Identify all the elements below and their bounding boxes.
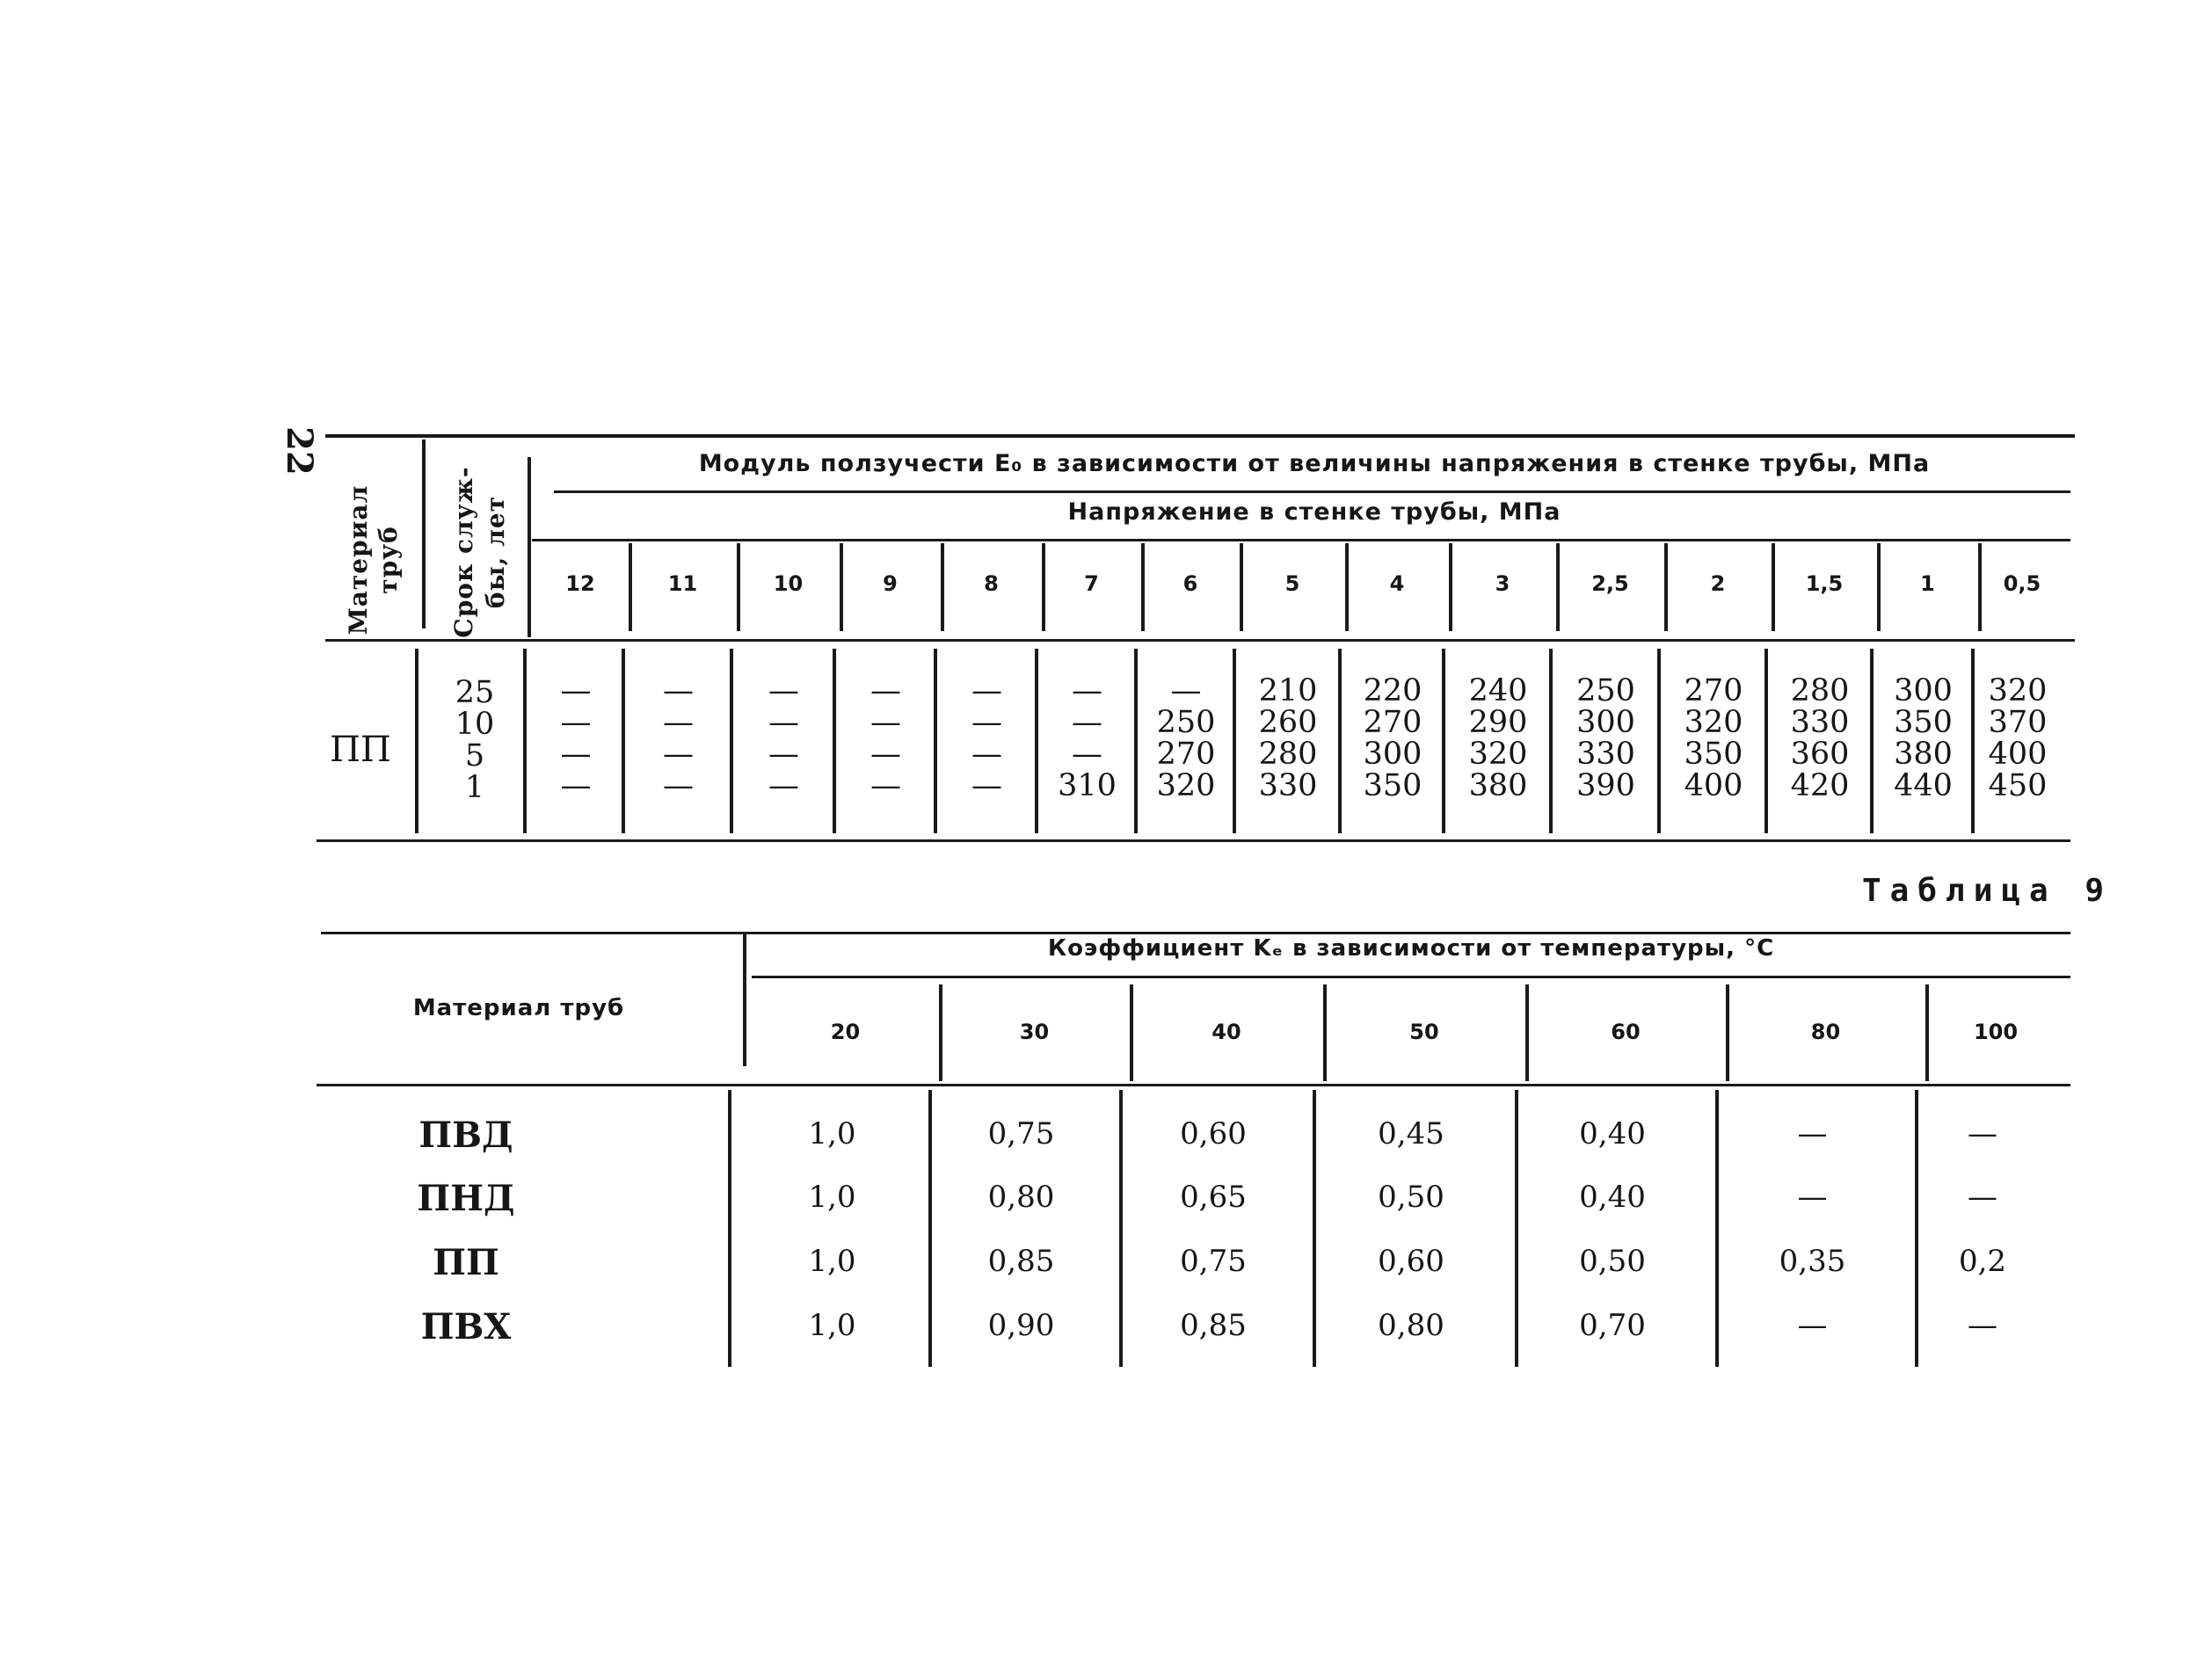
table8-value: — [768,705,799,740]
table8-value: 300 [1576,705,1635,740]
table8-value: 220 [1363,673,1423,708]
table8-value: — [560,737,592,772]
table8-value: — [560,705,592,740]
table8-value-column [732,675,835,802]
table9-column-header: 80 [1810,1020,1841,1044]
table8-value: — [1170,673,1202,708]
service-life-value: 5 [464,738,485,774]
table8-material: ПП [330,730,391,770]
table8-value-column [624,675,732,802]
table8-column-header: 2 [1710,571,1726,596]
table9-value: — [1968,1308,1997,1343]
table8-value: 210 [1258,673,1318,708]
table8-column-header: 8 [984,571,999,596]
table9-value: 1,0 [808,1116,856,1151]
table8-value: 310 [1058,768,1117,803]
table8-column-header: 12 [565,571,595,596]
table9-column-header: 100 [1973,1020,2019,1044]
table9-value: 0,90 [987,1308,1055,1343]
table9-value: — [1797,1116,1828,1151]
table8-service-life [440,677,510,803]
table8-header-main: Модуль ползучести E₀ в зависимости от величины напряжения в стенке трубы, МПа [698,450,1931,477]
table8-value: — [768,768,799,803]
table9-value: 0,65 [1180,1180,1247,1215]
table8-column-header: 6 [1182,571,1198,596]
table8-value: 450 [1988,768,2048,803]
table8-column-header: 0,5 [2003,571,2041,596]
table8-vrule-life [528,457,531,637]
table8-value-column [1444,675,1552,802]
table8-value: 350 [1363,768,1423,803]
table9-value: 0,50 [1579,1244,1646,1279]
table8-value: 320 [1468,737,1528,772]
table8-value: 440 [1894,768,1953,803]
table9-value: 1,0 [808,1244,856,1279]
table8-top-rule [325,434,2075,438]
table8-column-header: 4 [1389,571,1405,596]
table9-value: 0,35 [1779,1244,1846,1279]
table8-header-rule-1 [554,490,2070,493]
table9-value: 1,0 [808,1180,856,1215]
table9-value: — [1797,1180,1828,1215]
table8-value: 350 [1684,737,1743,772]
table9-header-material: Материал труб [412,995,625,1021]
table8-value-column [936,675,1037,802]
table8-column-header: 9 [883,571,898,596]
table8-column-header: 1,5 [1805,571,1844,596]
table8-value: — [971,673,1002,708]
table8-value: 360 [1790,737,1850,772]
table9-body-rule-material [728,1090,731,1367]
table9-column-header: 60 [1611,1020,1641,1044]
table9-column-header: 30 [1019,1020,1050,1044]
table8-value-column [1341,675,1444,802]
table8-column-header: 2,5 [1591,571,1629,596]
table8-value: — [870,705,901,740]
table8-value: 380 [1894,737,1953,772]
table8-header-service-life: Срок служ-бы, лет [449,466,510,638]
table8-bottom-rule [317,839,2070,842]
table8-value: 320 [1988,673,2048,708]
table8-value: 400 [1684,768,1743,803]
table8-value: 250 [1156,705,1216,740]
table8-value: 280 [1258,737,1318,772]
table9-value: 0,40 [1579,1116,1646,1151]
table8-value: 320 [1684,705,1743,740]
table9-column-header: 20 [830,1020,861,1044]
table9-value: 0,85 [987,1244,1055,1279]
table9-value: 0,70 [1579,1308,1646,1343]
table8-value: 380 [1468,768,1528,803]
table8-header-material: Материал труб [344,484,403,636]
table8-value: 270 [1156,737,1216,772]
table9-value: 0,85 [1180,1308,1247,1343]
table8-value: — [870,673,901,708]
table9-column-header: 40 [1212,1020,1241,1044]
table8-value: — [1072,673,1102,708]
table9-label: Таблица 9 [1862,873,2114,909]
table8-value-column [1660,675,1767,802]
table8-value-column [1037,675,1137,802]
table9-vrule-material [743,934,746,1066]
table8-header-rule-2 [532,539,2070,541]
table8-value: 420 [1790,768,1850,803]
table9-value: 0,50 [1378,1180,1444,1215]
table8-body-vrule-material [415,649,418,833]
table8-value: — [768,737,799,772]
table8-value: 290 [1468,705,1528,740]
table8-value-column [1235,675,1341,802]
page-number: 22 [279,426,320,476]
table9-value: 0,40 [1579,1180,1646,1215]
table8-value: 350 [1894,705,1953,740]
table8-value: — [971,705,1002,740]
table8-value: 390 [1576,768,1635,803]
table8-column-header: 10 [773,571,804,596]
service-life-value: 10 [455,707,495,742]
table8-column-header: 1 [1920,571,1935,596]
table9-top-rule [321,932,2070,934]
table8-value-column [1552,675,1660,802]
table8-value: 330 [1790,705,1850,740]
table8-value: — [768,673,799,708]
table9-material: ПНД [417,1178,515,1219]
table9-header-main: Коэффициент Kₑ в зависимости от температуры, °С [1047,935,1775,962]
table9-material: ПП [433,1242,499,1283]
table8-column-header: 3 [1495,571,1510,596]
table8-value: 250 [1576,673,1635,708]
table8-column-header: 5 [1284,571,1300,596]
table8-value: 330 [1576,737,1635,772]
table9-value: — [1968,1180,1997,1215]
table9-value: 0,60 [1180,1116,1247,1151]
table8-value-column [1767,675,1873,802]
table9-value: 0,80 [1378,1308,1444,1343]
table8-value: — [560,673,592,708]
table9-value: 0,60 [1378,1244,1444,1279]
table8-value-column [528,675,624,802]
table8-value: 280 [1790,673,1850,708]
table8-value: — [870,768,901,803]
table8-value-column [1974,675,2062,802]
table8-value: — [663,737,694,772]
table9-value: 0,75 [1180,1244,1247,1279]
table8-value-column [835,675,936,802]
table9-value: — [1797,1308,1828,1343]
table8-body-vrule-life [523,649,527,833]
table8-value: 330 [1258,768,1318,803]
table8-header-sub: Напряжение в стенке трубы, МПа [1067,498,1561,526]
table9-value: 0,75 [987,1116,1055,1151]
table9-header-rule [752,976,2070,978]
table9-value: 0,45 [1378,1116,1444,1151]
table8-value: — [663,673,694,708]
table8-value: — [971,737,1002,772]
table8-value: 400 [1988,737,2048,772]
table8-value: 370 [1988,705,2048,740]
service-life-value: 1 [464,770,485,805]
table8-value: 300 [1363,737,1423,772]
table8-column-header: 11 [667,571,698,596]
table8-value: 320 [1156,768,1216,803]
table8-value: — [663,705,694,740]
table9-header-bottom-rule [317,1084,2070,1086]
table8-column-header: 7 [1084,571,1099,596]
table9-value: 0,2 [1958,1244,2007,1279]
table9-value: 1,0 [808,1308,856,1343]
table8-value: — [1072,705,1102,740]
table8-value: 270 [1684,673,1743,708]
table8-value-column [1873,675,1974,802]
table8-value: — [971,768,1002,803]
table9-column-header: 50 [1409,1020,1439,1044]
table8-value: — [870,737,901,772]
table9-value: 0,80 [987,1180,1055,1215]
table8-value: 240 [1468,673,1528,708]
table9-material: ПВД [418,1115,513,1156]
table9-value: — [1968,1116,1997,1151]
table8-vrule-material [422,439,426,628]
table8-value: 270 [1363,705,1423,740]
table8-value: — [663,768,694,803]
table8-header-bottom-rule [325,639,2075,642]
table8-value-column [1137,675,1235,802]
table8-value: 300 [1894,673,1953,708]
table8-value: 260 [1258,705,1318,740]
table8-value: — [560,768,592,803]
table8-value: — [1072,737,1102,772]
table9-material: ПВХ [420,1306,512,1347]
service-life-value: 25 [455,675,495,710]
